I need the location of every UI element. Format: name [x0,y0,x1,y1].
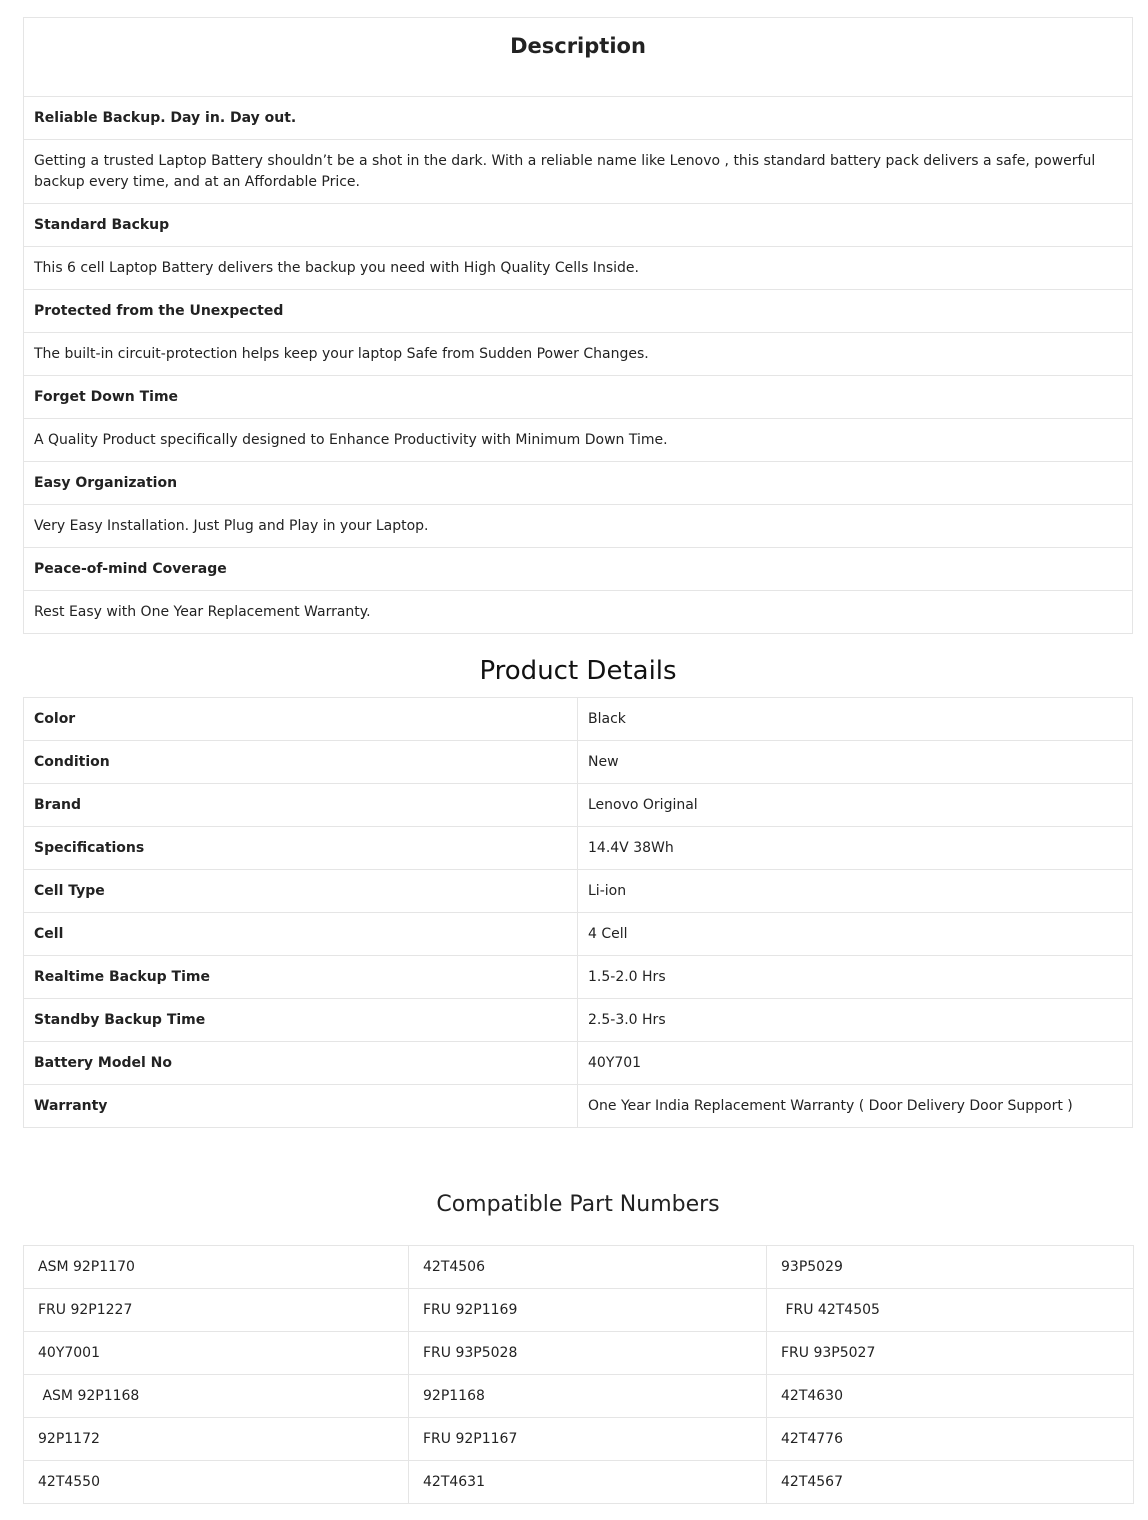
part-number-cell: 42T4776 [767,1418,1134,1461]
part-number-cell: FRU 92P1169 [409,1289,767,1332]
part-number-cell: ASM 92P1170 [24,1246,409,1289]
description-heading: Peace-of-mind Coverage [24,548,1133,591]
description-row [24,247,1133,290]
description-table [23,17,1133,634]
table-row [24,1085,1133,1128]
description-text: Very Easy Installation. Just Plug and Play in your Laptop. [24,505,1133,548]
detail-value: 2.5-3.0 Hrs [578,999,1133,1042]
description-title: Description [24,18,1133,97]
description-text: This 6 cell Laptop Battery delivers the backup you need with High Quality Cells Inside. [24,247,1133,290]
detail-label: Cell Type [24,870,578,913]
description-heading: Standard Backup [24,204,1133,247]
description-title-row [24,18,1133,97]
description-row [24,419,1133,462]
description-heading: Easy Organization [24,462,1133,505]
table-row [24,1246,1134,1289]
detail-value: 4 Cell [578,913,1133,956]
part-number-cell: 93P5029 [767,1246,1134,1289]
detail-label: Specifications [24,827,578,870]
description-heading: Protected from the Unexpected [24,290,1133,333]
table-row [24,913,1133,956]
description-heading: Reliable Backup. Day in. Day out. [24,97,1133,140]
part-number-cell: FRU 93P5027 [767,1332,1134,1375]
table-row [24,1375,1134,1418]
detail-value: One Year India Replacement Warranty ( Door Delivery Door Support ) [578,1085,1133,1128]
description-row [24,376,1133,419]
table-row [24,784,1133,827]
table-row [24,827,1133,870]
table-row [24,1418,1134,1461]
part-number-cell: 92P1168 [409,1375,767,1418]
description-row [24,97,1133,140]
description-row [24,591,1133,634]
part-number-cell: FRU 92P1167 [409,1418,767,1461]
description-section [23,17,1133,634]
table-row [24,1332,1134,1375]
table-row [24,999,1133,1042]
part-number-cell: 92P1172 [24,1418,409,1461]
compatible-parts-title: Compatible Part Numbers [436,1192,720,1217]
detail-value: 14.4V 38Wh [578,827,1133,870]
table-row [24,870,1133,913]
part-number-cell: 42T4630 [767,1375,1134,1418]
detail-label: Cell [24,913,578,956]
product-details-title: Product Details [479,656,677,686]
part-number-cell: FRU 93P5028 [409,1332,767,1375]
compatible-parts-table [23,1245,1134,1504]
table-row [24,956,1133,999]
detail-label: Battery Model No [24,1042,578,1085]
detail-value: Lenovo Original [578,784,1133,827]
part-number-cell: 40Y7001 [24,1332,409,1375]
description-text: Getting a trusted Laptop Battery shouldn’t be a shot in the dark. With a reliable name like Lenovo , this standard battery pack delivers a safe, powerful backup every time, and at an Affordable Price. [24,140,1133,204]
detail-value: Li-ion [578,870,1133,913]
description-row [24,462,1133,505]
part-number-cell: 42T4631 [409,1461,767,1504]
description-row [24,505,1133,548]
product-details-table [23,697,1133,1128]
detail-label: Warranty [24,1085,578,1128]
part-number-cell: 42T4567 [767,1461,1134,1504]
table-row [24,1289,1134,1332]
part-number-cell: FRU 42T4505 [767,1289,1134,1332]
detail-label: Condition [24,741,578,784]
part-number-cell: 42T4506 [409,1246,767,1289]
description-row [24,333,1133,376]
part-number-cell: 42T4550 [24,1461,409,1504]
detail-value: 40Y701 [578,1042,1133,1085]
table-row [24,1042,1133,1085]
description-text: Rest Easy with One Year Replacement Warranty. [24,591,1133,634]
description-text: A Quality Product specifically designed to Enhance Productivity with Minimum Down Time. [24,419,1133,462]
part-number-cell: FRU 92P1227 [24,1289,409,1332]
detail-label: Realtime Backup Time [24,956,578,999]
detail-label: Color [24,698,578,741]
detail-label: Standby Backup Time [24,999,578,1042]
part-number-cell: ASM 92P1168 [24,1375,409,1418]
compatible-parts-section [23,1245,1133,1504]
description-row [24,290,1133,333]
table-row [24,1461,1134,1504]
product-details-section [23,697,1133,1128]
description-row [24,548,1133,591]
table-row [24,741,1133,784]
description-heading: Forget Down Time [24,376,1133,419]
description-row [24,204,1133,247]
description-row [24,140,1133,204]
detail-value: Black [578,698,1133,741]
description-text: The built-in circuit-protection helps keep your laptop Safe from Sudden Power Changes. [24,333,1133,376]
detail-label: Brand [24,784,578,827]
table-row [24,698,1133,741]
detail-value: New [578,741,1133,784]
detail-value: 1.5-2.0 Hrs [578,956,1133,999]
